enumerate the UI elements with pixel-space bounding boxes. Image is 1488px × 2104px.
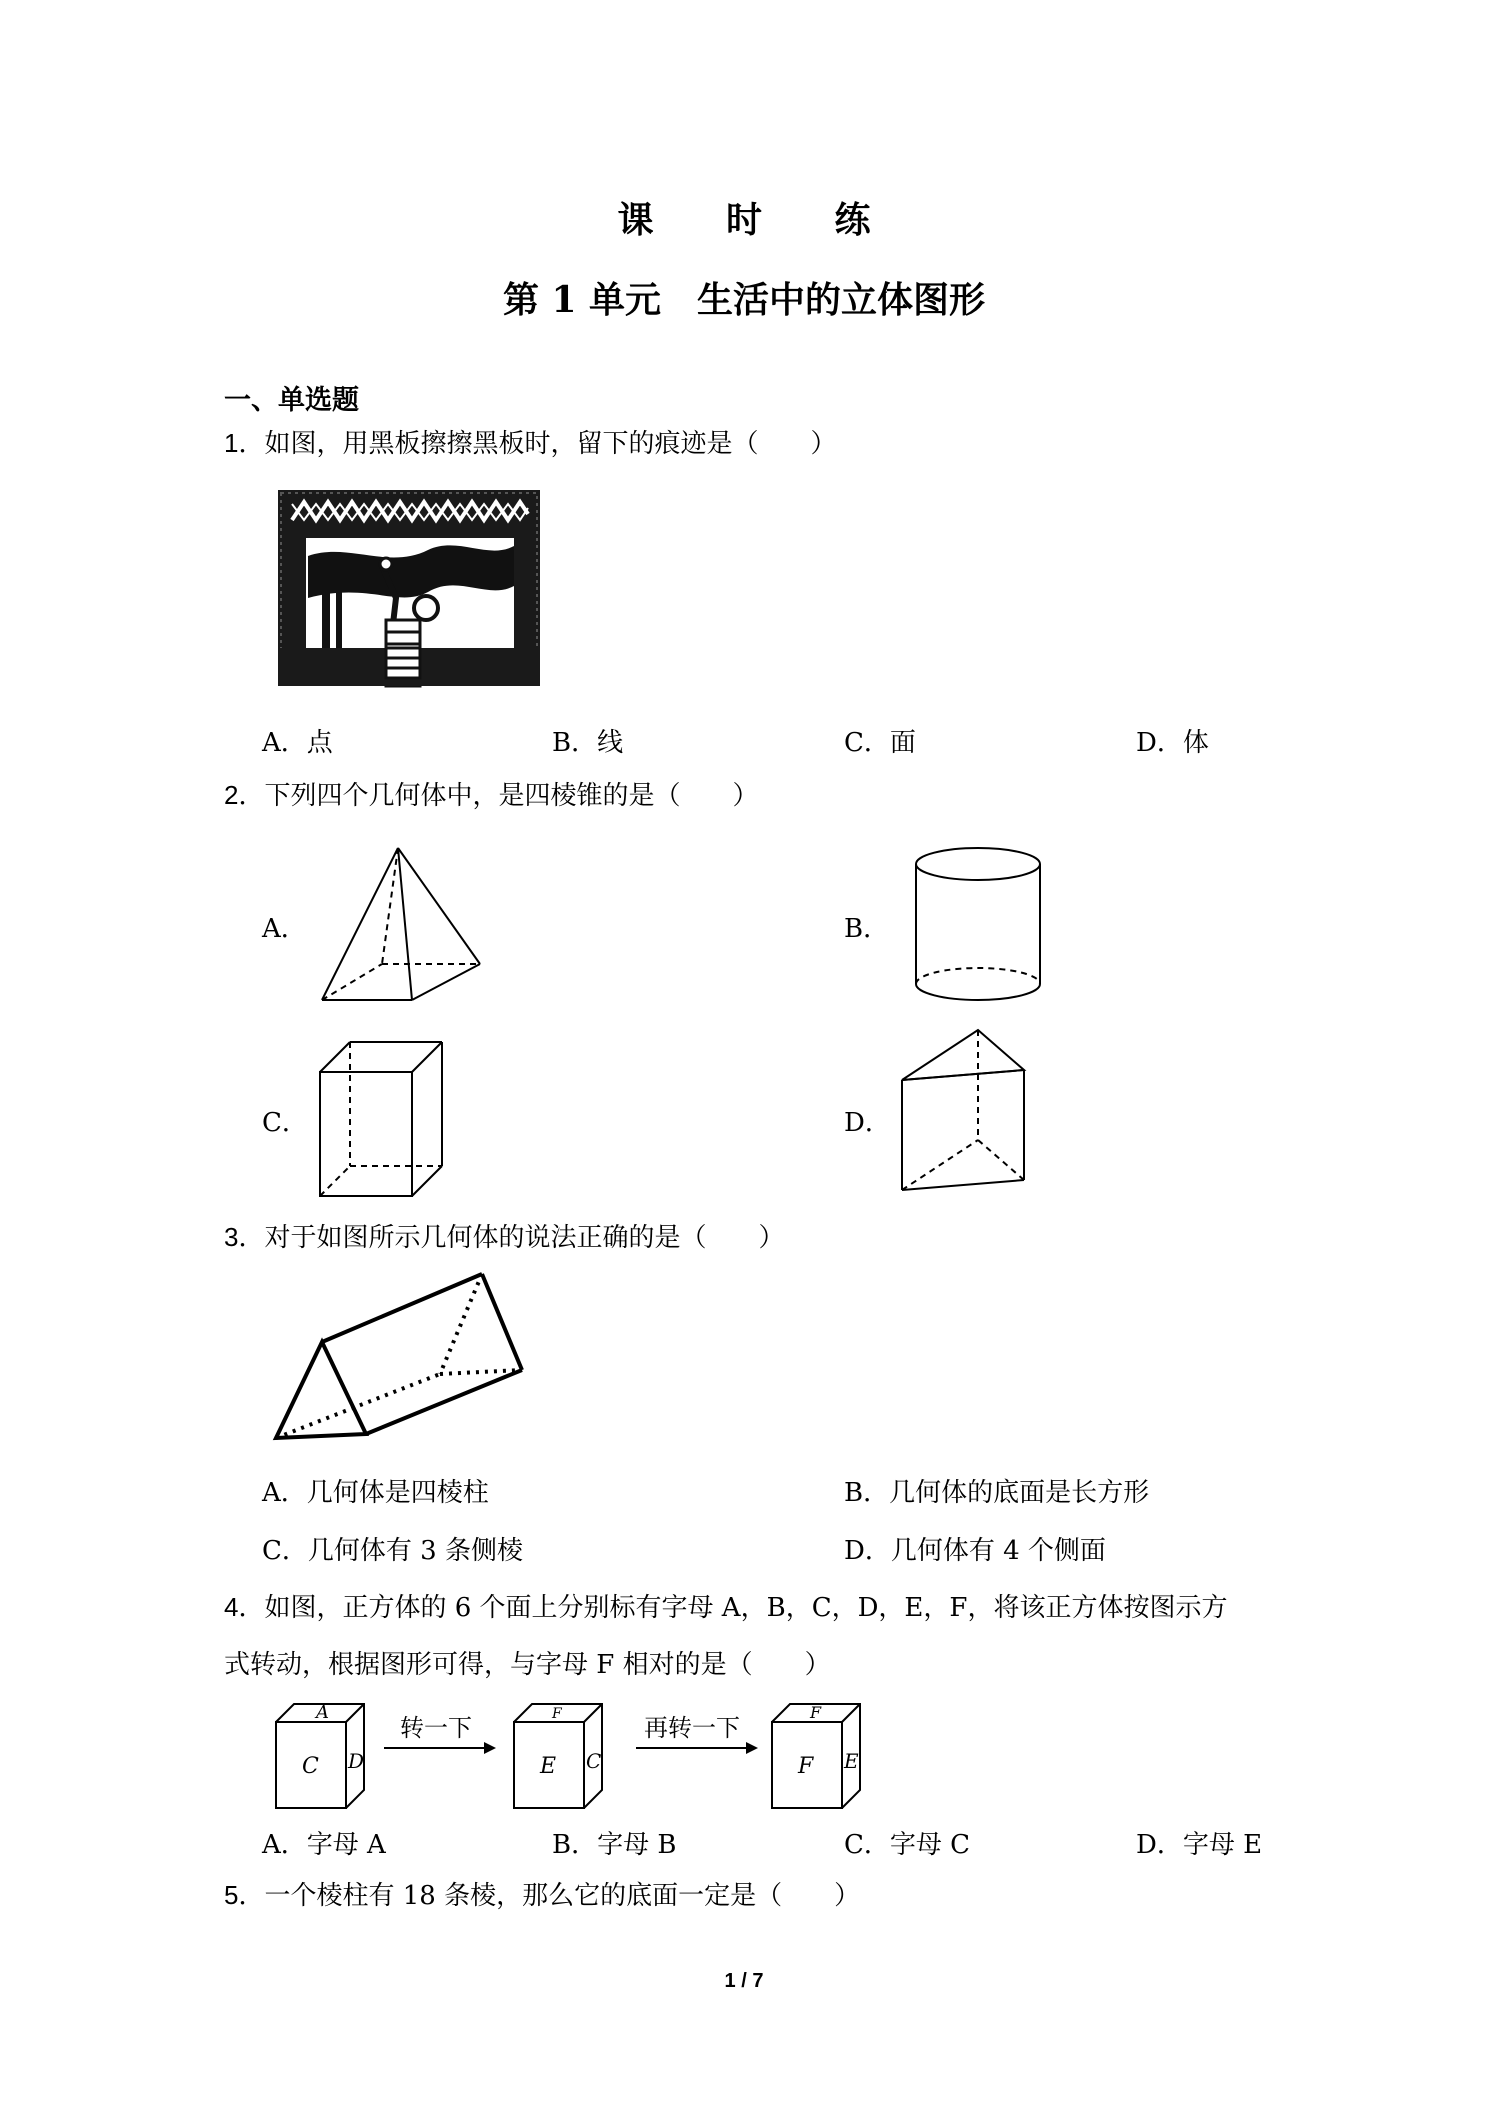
- question-text: 如图，用黑板擦擦黑板时，留下的痕迹是（ ）: [264, 429, 837, 459]
- cube1-top-label: A: [316, 1702, 329, 1723]
- cube3-side-label: E: [844, 1749, 859, 1773]
- unit-title: 第 1 单元 生活中的立体图形: [502, 279, 986, 321]
- option-a: A．几何体是四棱柱: [262, 1478, 489, 1508]
- question-number: 1．: [224, 428, 265, 458]
- cube1-front-label: C: [302, 1754, 319, 1779]
- option-b: B．: [844, 914, 890, 944]
- question-text: 对于如图所示几何体的说法正确的是（ ）: [264, 1223, 785, 1253]
- pyramid-figure: [320, 846, 482, 1004]
- cube3-front-label: F: [798, 1754, 814, 1779]
- option-d: D．体: [1136, 728, 1209, 758]
- cube2-top-label: F: [552, 1706, 562, 1722]
- question-5: [224, 1880, 860, 1911]
- option-d: D．几何体有 4 个侧面: [844, 1536, 1106, 1566]
- option-c: C．: [262, 1108, 308, 1138]
- question-text: 一个棱柱有 18 条棱，那么它的底面一定是（ ）: [264, 1881, 861, 1911]
- question-text-line1: 如图，正方体的 6 个面上分别标有字母 A，B，C，D，E，F，将该正方体按图示方: [264, 1593, 1228, 1623]
- option-b: B．线: [552, 728, 624, 758]
- option-c: C．几何体有 3 条侧棱: [262, 1536, 523, 1566]
- question-2: [224, 780, 758, 811]
- cube2-front-label: E: [540, 1754, 557, 1779]
- option-a: A．点: [262, 728, 333, 758]
- cube2-side-label: C: [586, 1749, 602, 1773]
- cube1-side-label: D: [348, 1749, 365, 1773]
- question-number: 2．: [224, 780, 265, 810]
- page-title: 课 时 练: [617, 199, 901, 241]
- triangular-prism-figure: [900, 1028, 1026, 1192]
- cube3-top-label: F: [810, 1703, 822, 1722]
- section-heading: 一、单选题: [224, 385, 359, 416]
- page-number: 1 / 7: [724, 1970, 764, 1992]
- blackboard-image: [278, 490, 540, 686]
- option-c: C．面: [844, 728, 916, 758]
- option-d: D．: [844, 1108, 891, 1138]
- question-1: [224, 428, 836, 459]
- lying-triangular-prism-figure: [274, 1270, 524, 1442]
- cylinder-figure: [914, 846, 1044, 1002]
- option-d: D．字母 E: [1136, 1830, 1263, 1860]
- question-3: [224, 1222, 784, 1253]
- arrow2-label: 再转一下: [644, 1714, 740, 1742]
- question-number: 4．: [224, 1592, 265, 1622]
- question-4-line2: 式转动，根据图形可得，与字母 F 相对的是（ ）: [224, 1650, 831, 1680]
- option-b: B．几何体的底面是长方形: [844, 1478, 1150, 1508]
- option-b: B．字母 B: [552, 1830, 677, 1860]
- question-number: 5．: [224, 1880, 265, 1910]
- cuboid-figure: [318, 1040, 444, 1198]
- question-text: 下列四个几何体中，是四棱锥的是（ ）: [264, 781, 759, 811]
- option-a: A．: [262, 914, 307, 944]
- question-number: 3．: [224, 1222, 265, 1252]
- question-4: [224, 1592, 1227, 1623]
- cube-rotation-figure: [272, 1700, 872, 1812]
- option-c: C．字母 C: [844, 1830, 971, 1860]
- arrow1-label: 转一下: [400, 1714, 472, 1742]
- option-a: A．字母 A: [262, 1830, 386, 1860]
